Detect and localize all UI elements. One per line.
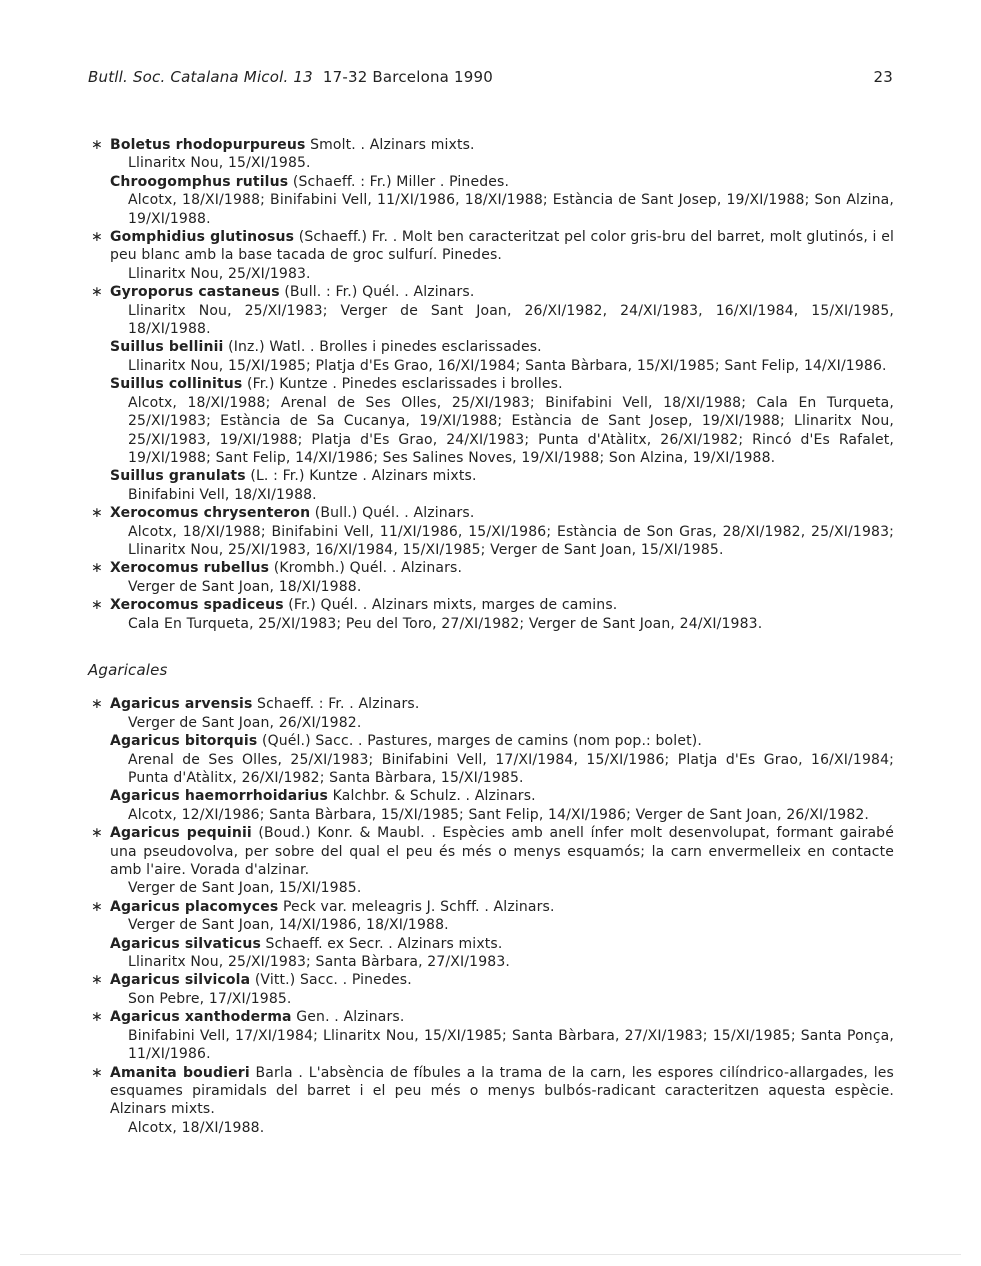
species-entry	[88, 467, 894, 504]
journal-citation	[88, 68, 493, 86]
species-entry	[88, 1064, 894, 1138]
species-description	[110, 596, 894, 614]
collection-localities: Llinaritx Nou, 25/XI/1983.	[128, 265, 311, 282]
species-name: Suillus granulats	[110, 468, 246, 485]
new-record-asterisk: ∗	[91, 560, 103, 577]
species-description	[110, 971, 894, 989]
new-record-asterisk: ∗	[91, 972, 103, 989]
species-entry	[88, 695, 894, 732]
species-entry	[88, 173, 894, 228]
species-name: Agaricus bitorquis	[110, 733, 258, 750]
collection-localities: Llinaritx Nou, 15/XI/1985.	[128, 155, 311, 172]
species-name: Gyroporus castaneus	[110, 284, 280, 301]
collection-localities: Binifabini Vell, 17/XI/1984; Llinaritx Nou, 15/XI/1985; Santa Bàrbara, 27/XI/1983; 15/XI/1985; Santa Ponça, 11/XI/1986.	[128, 1027, 894, 1063]
species-description	[110, 136, 894, 154]
species-description	[110, 935, 894, 953]
new-record-asterisk: ∗	[91, 898, 103, 915]
journal-pages-location: 17-32 Barcelona 1990	[322, 68, 493, 86]
species-description	[110, 338, 894, 356]
collection-localities: Binifabini Vell, 18/XI/1988.	[128, 486, 317, 503]
agaricales-list	[88, 695, 894, 1137]
species-description	[110, 283, 894, 301]
authority-and-habitat: (L. : Fr.) Kuntze . Alzinars mixts.	[250, 468, 477, 485]
collection-localities: Llinaritx Nou, 25/XI/1983; Santa Bàrbara, 27/XI/1983.	[128, 954, 510, 971]
collection-localities: Verger de Sant Joan, 15/XI/1985.	[128, 880, 362, 897]
species-entry	[88, 898, 894, 935]
collection-localities: Arenal de Ses Olles, 25/XI/1983; Binifabini Vell, 17/XI/1984, 15/XI/1986; Platja d'Es Grao, 16/XI/1984; Punta d'Atàlitx, 26/XI/1982; Santa Bàrbara, 15/XI/1985.	[128, 751, 894, 786]
collection-localities: Cala En Turqueta, 25/XI/1983; Peu del Toro, 27/XI/1982; Verger de Sant Joan, 24/XI/1983.	[128, 615, 763, 632]
new-record-asterisk: ∗	[91, 284, 103, 301]
species-entry	[88, 559, 894, 596]
new-record-asterisk: ∗	[91, 505, 103, 522]
species-entry	[88, 732, 894, 787]
species-entry	[88, 596, 894, 633]
species-name: Agaricus silvicola	[110, 972, 251, 989]
boletales-list	[88, 136, 894, 633]
species-description	[110, 824, 894, 879]
authority-and-habitat: (Inz.) Watl. . Brolles i pinedes esclarissades.	[228, 339, 542, 356]
collection-localities: Verger de Sant Joan, 18/XI/1988.	[128, 578, 362, 595]
species-description	[110, 898, 894, 916]
collection-localities: Llinaritx Nou, 15/XI/1985; Platja d'Es Grao, 16/XI/1984; Santa Bàrbara, 15/XI/1985; Sant Felip, 14/XI/1986.	[128, 357, 887, 374]
species-name: Suillus bellinii	[110, 339, 224, 356]
species-entry	[88, 338, 894, 375]
species-description	[110, 467, 894, 485]
species-entry	[88, 283, 894, 338]
authority-and-habitat: (Bull.) Quél. . Alzinars.	[314, 505, 475, 522]
species-name: Amanita boudieri	[110, 1064, 250, 1081]
species-name: Agaricus haemorrhoidarius	[110, 788, 329, 805]
species-name: Boletus rhodopurpureus	[110, 137, 306, 153]
species-entry	[88, 1008, 894, 1063]
species-entry	[88, 935, 894, 972]
species-description	[110, 559, 894, 577]
collection-localities: Alcotx, 18/XI/1988; Binifabini Vell, 11/XI/1986, 18/XI/1988; Estància de Sant Josep, 19/XI/1988; Son Alzina, 19/XI/1988.	[128, 192, 894, 227]
authority-and-habitat: Schaeff. ex Secr. . Alzinars mixts.	[265, 935, 503, 952]
species-entry	[88, 136, 894, 173]
collection-localities: Son Pebre, 17/XI/1985.	[128, 990, 292, 1007]
collection-localities: Alcotx, 12/XI/1986; Santa Bàrbara, 15/XI/1985; Sant Felip, 14/XI/1986; Verger de Sant Joan, 26/XI/1982.	[128, 806, 870, 823]
species-description	[110, 173, 894, 191]
authority-and-habitat: (Krombh.) Quél. . Alzinars.	[273, 560, 463, 577]
species-name: Xerocomus chrysenteron	[110, 505, 311, 522]
page-body	[88, 136, 894, 1137]
species-name: Chroogomphus rutilus	[110, 173, 289, 190]
authority-and-habitat: Kalchbr. & Schulz. . Alzinars.	[332, 788, 536, 805]
running-header	[88, 68, 893, 86]
species-description	[110, 1008, 894, 1026]
authority-and-habitat: Schaeff. : Fr. . Alzinars.	[257, 696, 420, 713]
authority-and-habitat: Barla . L'absència de fíbules a la trama de la carn, les espores cilíndrico-allargades, les esquames piramidals del barret i el peu més o menys bulbós-radicant caracteritzen aquesta espècie. Alzinars mixts.	[110, 1064, 894, 1118]
new-record-asterisk: ∗	[91, 229, 103, 246]
species-name: Xerocomus rubellus	[110, 560, 270, 577]
new-record-asterisk: ∗	[91, 1064, 103, 1081]
authority-and-habitat: (Quél.) Sacc. . Pastures, marges de camins (nom pop.: bolet).	[261, 733, 702, 750]
authority-and-habitat: (Fr.) Quél. . Alzinars mixts, marges de camins.	[288, 597, 618, 614]
species-description	[110, 375, 894, 393]
authority-and-habitat: (Boud.) Konr. & Maubl. . Espècies amb anell ínfer molt desenvolupat, formant gairabé una pseudovolva, per sobre del qual el peu és més o menys esquamós; la carn envermelleix en contacte amb l'aire. Vorada d'alzinar.	[110, 825, 894, 879]
species-name: Gomphidius glutinosus	[110, 229, 295, 246]
new-record-asterisk: ∗	[91, 825, 103, 842]
species-name: Xerocomus spadiceus	[110, 597, 284, 614]
collection-localities: Alcotx, 18/XI/1988; Arenal de Ses Olles, 25/XI/1983; Binifabini Vell, 18/XI/1988; Cala En Turqueta, 25/XI/1983; Estància de Sa Cucanya, 19/XI/1988; Estància de Sant Josep, 19/XI/1988; Llinaritx Nou, 25/XI/1983, 19/XI/1988; Platja d'Es Grao, 24/XI/1983; Punta d'Atàlitx, 26/XI/1982; Rincó d'Es Rafalet, 19/XI/1988; Sant Felip, 14/XI/1986; Ses Salines Noves, 19/XI/1988; Son Alzina, 19/XI/1988.	[128, 394, 894, 466]
journal-name: Butll. Soc. Catalana Micol. 13	[88, 68, 313, 86]
authority-and-habitat: (Bull. : Fr.) Quél. . Alzinars.	[284, 284, 475, 301]
species-name: Agaricus silvaticus	[110, 935, 261, 952]
page-number: 23	[873, 68, 893, 86]
collection-localities: Llinaritx Nou, 25/XI/1983; Verger de Sant Joan, 26/XI/1982, 24/XI/1983, 16/XI/1984, 15/XI/1985, 18/XI/1988.	[128, 302, 894, 338]
authority-and-habitat: (Schaeff.) Fr. . Molt ben caracteritzat pel color gris-bru del barret, molt glutinós, i el peu blanc amb la base tacada de groc sulfurí. Pinedes.	[110, 229, 895, 264]
species-name: Agaricus pequinii	[110, 825, 252, 842]
new-record-asterisk: ∗	[91, 1009, 103, 1026]
collection-localities: Alcotx, 18/XI/1988; Binifabini Vell, 11/XI/1986, 15/XI/1986; Estància de Son Gras, 28/XI/1982, 25/XI/1983; Llinaritx Nou, 25/XI/1983, 16/XI/1984, 15/XI/1985; Verger de Sant Joan, 15/XI/1985.	[128, 523, 894, 558]
species-entry	[88, 971, 894, 1008]
species-description	[110, 732, 894, 750]
species-description	[110, 504, 894, 522]
new-record-asterisk: ∗	[91, 137, 103, 153]
species-entry	[88, 504, 894, 559]
species-entry	[88, 228, 894, 283]
authority-and-habitat: Peck var. meleagris J. Schff. . Alzinars.	[282, 898, 555, 915]
species-description	[110, 228, 894, 265]
authority-and-habitat: Smolt. . Alzinars mixts.	[310, 137, 475, 153]
authority-and-habitat: Gen. . Alzinars.	[296, 1009, 405, 1026]
species-name: Suillus collinitus	[110, 376, 243, 393]
species-description	[110, 695, 894, 713]
authority-and-habitat: (Vitt.) Sacc. . Pinedes.	[254, 972, 412, 989]
species-name: Agaricus arvensis	[110, 696, 253, 713]
new-record-asterisk: ∗	[91, 597, 103, 614]
species-entry	[88, 375, 894, 467]
species-name: Agaricus xanthoderma	[110, 1009, 292, 1026]
authority-and-habitat: (Schaeff. : Fr.) Miller . Pinedes.	[292, 173, 510, 190]
species-name: Agaricus placomyces	[110, 898, 279, 915]
species-description	[110, 787, 894, 805]
new-record-asterisk: ∗	[91, 696, 103, 713]
species-description	[110, 1064, 894, 1119]
scan-edge-line	[20, 1254, 961, 1255]
section-title: Agaricales	[88, 660, 168, 679]
collection-localities: Verger de Sant Joan, 14/XI/1986, 18/XI/1988.	[128, 917, 449, 934]
authority-and-habitat: (Fr.) Kuntze . Pinedes esclarissades i brolles.	[247, 376, 563, 393]
collection-localities: Alcotx, 18/XI/1988.	[128, 1119, 265, 1136]
species-entry	[88, 787, 894, 824]
species-entry	[88, 824, 894, 898]
collection-localities: Verger de Sant Joan, 26/XI/1982.	[128, 714, 362, 731]
